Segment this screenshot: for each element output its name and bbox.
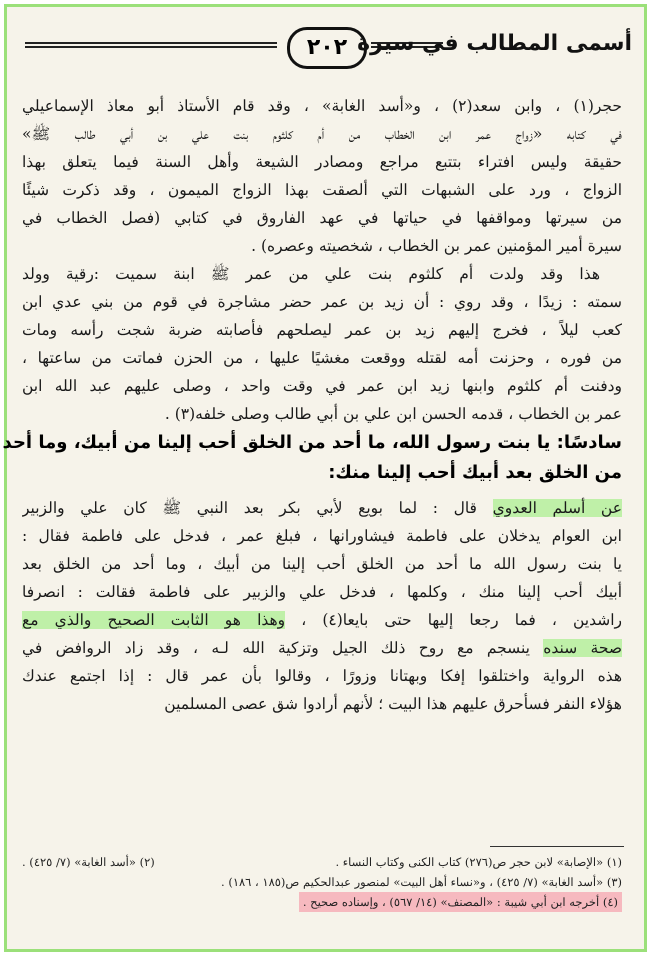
text-line: هذا وقد ولدت أم كلثوم بنت علي من عمر ﷺ ابنة سميت :رقية وولد: [22, 265, 600, 283]
book-title: أسمى المطالب في سيرة: [357, 31, 632, 56]
heading-line: من الخلق بعد أبيك أحب إلينا منك:: [328, 462, 622, 483]
text-line: حقيقة وليس افتراء بتتبع مراجع ومصادر الشيعة وأهل السنة فيما يتعلق بهذا: [22, 153, 622, 171]
footnote-2: (٢) «أسد الغابة» (٧/ ٤٢٥) .: [22, 855, 155, 869]
paragraph-2: [22, 260, 622, 428]
section-heading: [2, 428, 622, 488]
page-header: [25, 25, 632, 73]
footnotes: [22, 852, 622, 912]
text-line: أبيك أحب إلينا منك ، وكلمها ، فدخل علي والزبير على فاطمة فقالت : انصرفا: [22, 583, 622, 601]
highlight-chain: صحة سنده: [543, 639, 622, 657]
footnote-row: [22, 872, 622, 892]
text-line: عمر بن الخطاب ، قدمه الحسن ابن علي بن أبي طالب وصلى خلفه(٣) .: [164, 405, 622, 423]
footnote-4: (٤) أخرجه ابن أبي شيبة : «المصنف» (١٤/ ٥٦٧) ، وإسناده صحيح .: [299, 892, 622, 912]
text-line: ودفنت أم كلثوم وابنها زيد ابن عمر في وقت واحد ، وصلى عليهم عبد الله ابن: [22, 377, 622, 395]
text-line: هذه الرواية واختلقوا إفكا وبهتانا وزورًا ، وقالوا بأن عمر قال : إذا اجتمع عندك: [22, 667, 622, 685]
text-line: من سيرتها ومواقفها في حياتها في عهد الفاروق في كتابي (فصل الخطاب في: [22, 209, 622, 227]
heading-line: سادسًا: يا بنت رسول الله، ما أحد من الخلق أحب إلينا من أبيك، وما أحد: [2, 432, 622, 453]
text-line: [22, 606, 622, 634]
paragraph-3: [22, 494, 622, 718]
text-line: ابن العوام يدخلان على فاطمة فيشاورانها ، فبلغ عمر ، فدخل على فاطمة فقال :: [22, 527, 622, 545]
text-line: كعب ليلاً ، فخرج إليهم زيد بن عمر ليصلحهم فأصابته ضربة شجت رأسه ومات: [22, 321, 622, 339]
text-line: هؤلاء النفر فسأحرق عليهم هذا البيت ؛ لأنهم أرادوا شق عصى المسلمين: [164, 695, 622, 713]
text-line: [22, 634, 622, 662]
text-line: في كتابه «زواج عمر ابن الخطاب من أم كلثوم بنت علي بن أبي طالب ﷺ»: [22, 125, 622, 143]
text-line: من فوره ، وحزنت أمه لقتله ووقعت مغشيًا عليها ، من الحزن فماتت من ساعتها ،: [22, 349, 622, 367]
page-body: [2, 92, 622, 718]
header-rule-left: [25, 42, 277, 48]
text-span: ينسجم مع روح ذلك الجيل وتزكية الله لـه ، وقد زاد الروافض في: [22, 639, 544, 657]
text-span: قال : لما بويع لأبي بكر بعد النبي ﷺ كان علي والزبير: [22, 499, 493, 517]
footnote-row: [22, 892, 622, 912]
highlight-narrator: عن أسلم العدوي: [492, 499, 622, 517]
paragraph-1: [22, 92, 622, 260]
text-span: راشدين ، فما رجعا إليها حتى بايعا(٤) ،: [285, 611, 622, 629]
footnote-1: (١) «الإصابة» لابن حجر ص(٢٧٦) كتاب الكنى وكتاب النساء .: [335, 855, 622, 869]
text-line: يا بنت رسول الله ما أحد من الخلق أحب إلينا من أبيك ، وما أحد من الخلق بعد: [22, 555, 622, 573]
text-line: الزواج ، ورد على الشبهات التي ألصقت بهذا الزواج الميمون ، وقد ذكرت شيئًا: [22, 181, 622, 199]
footnote-divider: [490, 846, 624, 847]
footnote-row: [22, 852, 622, 872]
page-number: ٢٠٢: [287, 27, 367, 69]
text-line: حجر(١) ، وابن سعد(٢) ، و«أسد الغابة» ، وقد قام الأستاذ أبو معاذ الإسماعيلي: [22, 97, 622, 115]
text-line: سمته : زيدًا ، وقد روي : أن زيد بن عمر حضر مشاجرة في قوم من بني عدي ابن: [22, 293, 622, 311]
footnote-3: (٣) «أسد الغابة» (٧/ ٤٢٥) ، و«نساء أهل البيت» لمنصور عبدالحكيم ص(١٨٥ ، ١٨٦) .: [221, 875, 622, 889]
text-line: سيرة أمير المؤمنين عمر بن الخطاب ، شخصيته وعصره) .: [251, 237, 622, 255]
highlight-authentic: وهذا هو الثابت الصحيح والذي مع: [22, 611, 286, 629]
text-line: [22, 494, 622, 522]
